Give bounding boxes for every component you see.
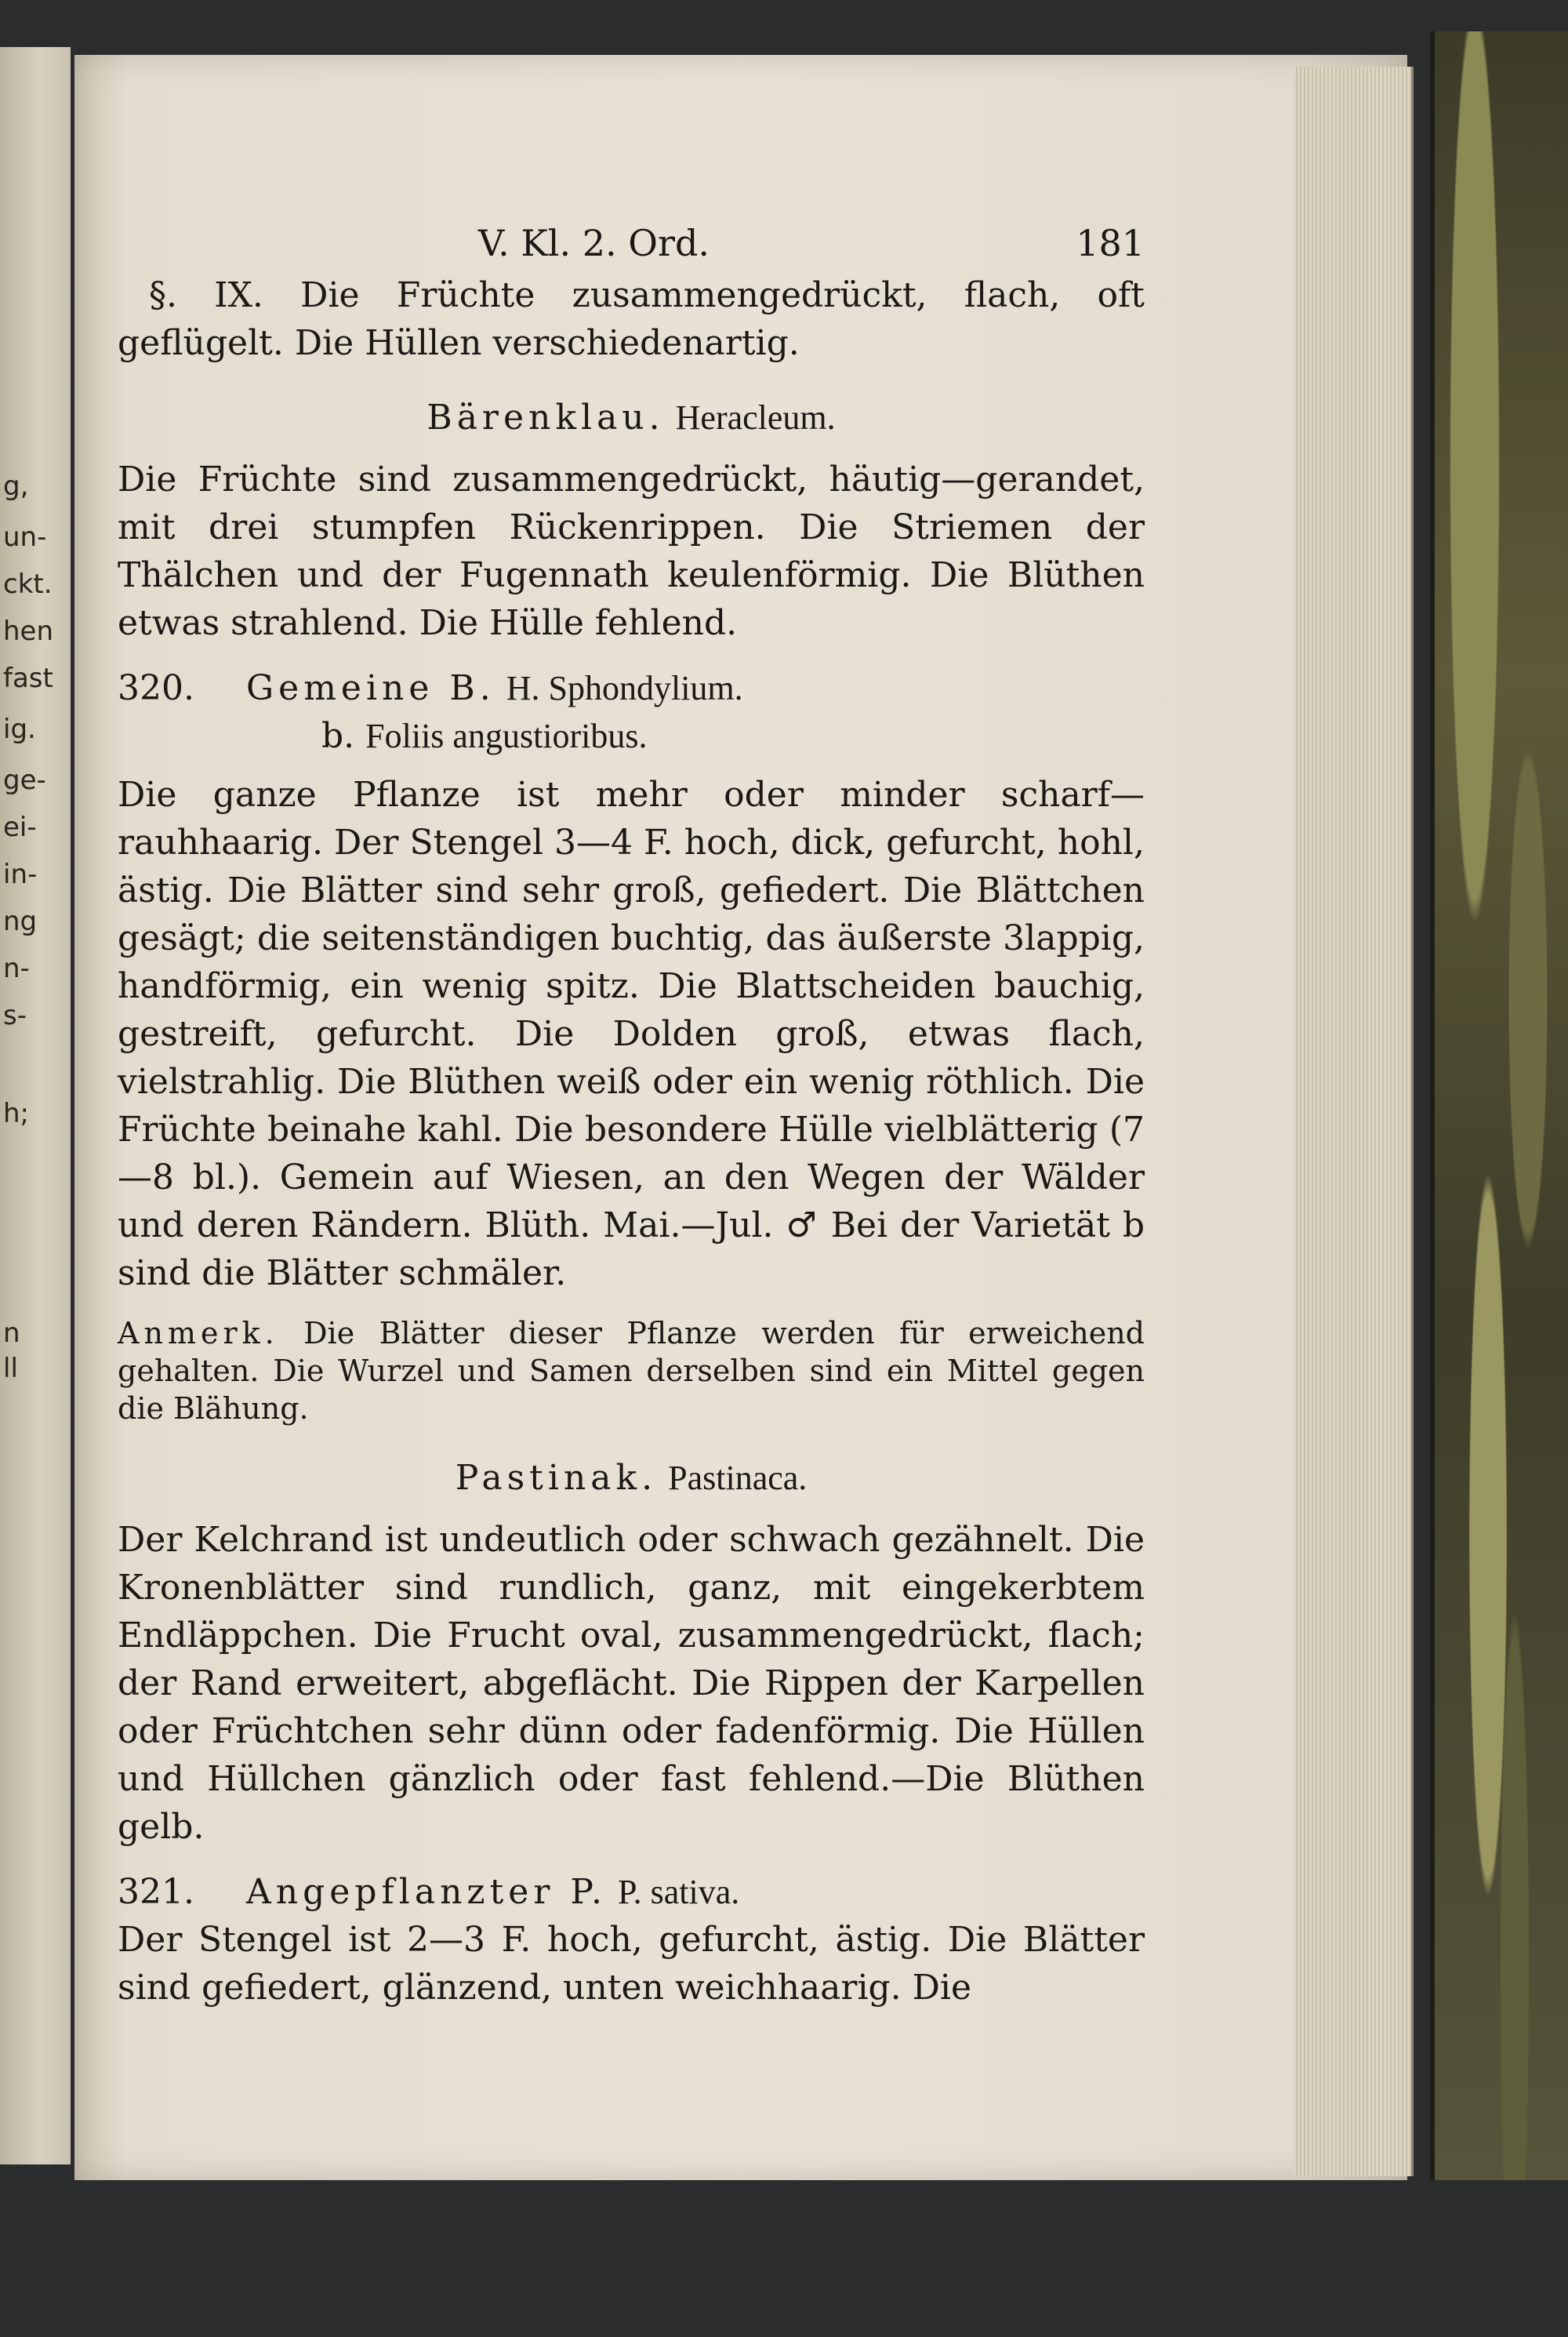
running-header <box>118 220 1145 271</box>
genus-name: Pastinak. <box>455 1458 658 1498</box>
left-fragment: ckt. <box>3 569 53 600</box>
left-fragment: ng <box>3 906 38 937</box>
genus-heading <box>118 394 1145 442</box>
page-number: 181 <box>1076 222 1145 264</box>
genus-latin: Pastinaca. <box>668 1459 808 1497</box>
left-page-edge <box>0 47 71 2164</box>
left-fragment: g, <box>3 471 29 502</box>
species-name: Angepflanzter P. <box>246 1872 608 1912</box>
annotation <box>118 1314 1145 1427</box>
left-fragment: ig. <box>3 714 36 745</box>
species-name: Gemeine B. <box>246 668 495 708</box>
left-fragment: n <box>3 1318 20 1349</box>
running-title: V. Kl. 2. Ord. <box>478 222 710 264</box>
page-content <box>118 220 1145 2029</box>
left-fragment: n- <box>3 953 30 984</box>
genus-description: Die Früchte sind zusammengedrückt, häutig—gerandet, mit drei stumpfen Rückenrippen. Die Striemen der Thälchen und der Fugennath keulenförmig. Die Blüthen etwas strahlend. Die Hülle fehlend. <box>118 460 1145 643</box>
species-latin: H. Sphondylium. <box>506 669 743 707</box>
variety-line <box>321 712 1145 760</box>
left-fragment: fast <box>3 663 53 694</box>
genus-description: Der Kelchrand ist undeutlich oder schwach gezähnelt. Die Kronenblätter sind rundlich, ganz, mit eingekerbtem Endläppchen. Die Frucht oval, zusammengedrückt, flach; der Rand erweitert, abgeflächt. Die Rippen der Karpellen oder Früchtchen sehr dünn oder fadenförmig. Die Hüllen und Hüllchen gänzlich oder fast fehlend.—Die Blüthen gelb. <box>118 1520 1145 1847</box>
left-fragment: ge- <box>3 765 46 796</box>
genus-name: Bärenklau. <box>426 398 665 438</box>
page-stack-edges <box>1294 67 1414 2176</box>
species-latin: P. sativa. <box>618 1873 740 1911</box>
genus-latin: Heracleum. <box>675 398 836 437</box>
left-fragment: s- <box>3 1000 27 1031</box>
annotation-text: Die Blätter dieser Pflanze werden für erweichend gehalten. Die Wurzel und Samen derselben sind ein Mittel gegen die Blähung. <box>118 1316 1145 1426</box>
species-heading <box>118 1868 1145 1916</box>
section-heading: §. IX. Die Früchte zusammengedrückt, flach, oft geflügelt. Die Hüllen verschiedenartig. <box>118 275 1145 363</box>
species-number: 321. <box>118 1872 194 1912</box>
left-fragment: ll <box>3 1353 18 1384</box>
variety-letter: b. <box>321 716 355 756</box>
left-fragment: h; <box>3 1098 30 1129</box>
annotation-label: Anmerk. <box>118 1316 279 1350</box>
left-fragment: in- <box>3 859 38 890</box>
genus-heading <box>118 1454 1145 1502</box>
book-cover-marbled <box>1430 31 1568 2180</box>
left-fragment: un- <box>3 522 47 553</box>
left-fragment: ei- <box>3 812 37 843</box>
species-heading <box>118 664 1145 712</box>
species-description: Der Stengel ist 2—3 F. hoch, gefurcht, ästig. Die Blätter sind gefiedert, glänzend, unten weichhaarig. Die <box>118 1920 1145 2008</box>
left-fragment: hen <box>3 616 54 647</box>
species-number: 320. <box>118 668 194 708</box>
variety-latin: Foliis angustioribus. <box>365 717 648 755</box>
species-description: Die ganze Pflanze ist mehr oder minder scharf—rauhhaarig. Der Stengel 3—4 F. hoch, dick, gefurcht, hohl, ästig. Die Blätter sind sehr groß, gefiedert. Die Blättchen gesägt; die seitenständigen buchtig, das äußerste 3lappig, handförmig, ein wenig spitz. Die Blattscheiden bauchig, gestreift, gefurcht. Die Dolden groß, etwas flach, vielstrahlig. Die Blüthen weiß oder ein wenig röthlich. Die Früchte beinahe kahl. Die besondere Hülle vielblätterig (7—8 bl.). Gemein auf Wiesen, an den Wegen der Wälder und deren Rändern. Blüth. Mai.—Jul. ♂ Bei der Varietät b sind die Blätter schmäler. <box>118 775 1145 1293</box>
